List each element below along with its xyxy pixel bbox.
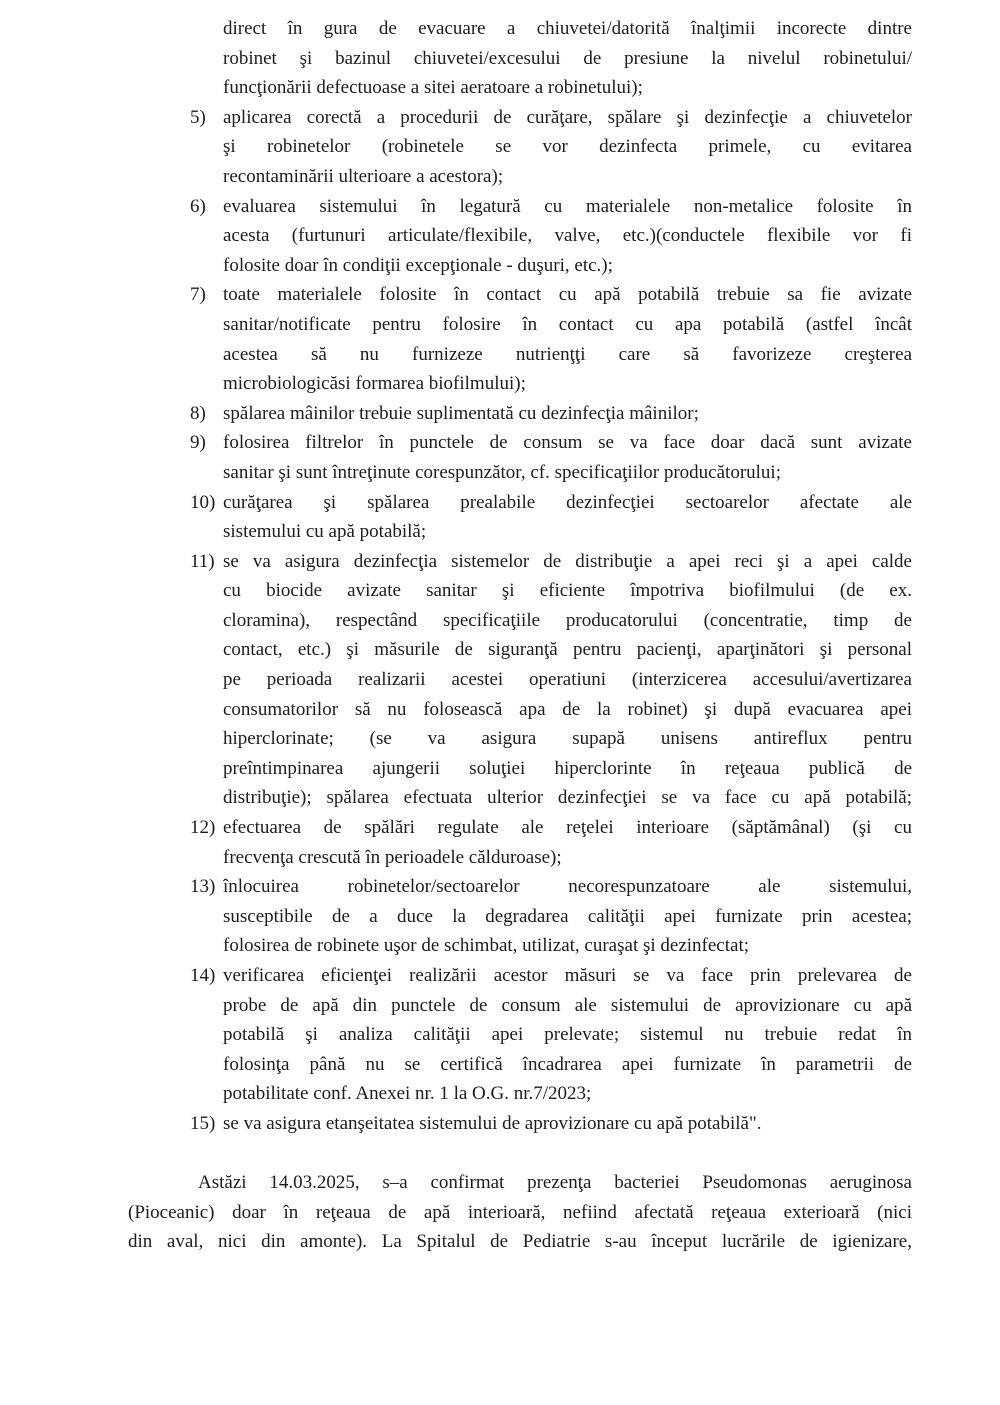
list-item-text: sanitar şi sunt întreţinute corespunzător, cf. specificaţiilor producătorului;: [223, 461, 781, 483]
list-item-number: 14): [190, 965, 216, 986]
list-item-line: [190, 754, 912, 784]
list-item-start-line: [190, 813, 912, 843]
list-item-text: sistemului cu apă potabilă;: [223, 521, 427, 543]
list-item-text: aplicarea corectă a procedurii de curăţare, spălare şi dezinfecţie a chiuvetelor: [223, 106, 912, 128]
list-item-line: [190, 340, 912, 370]
list-item-line: [190, 931, 912, 961]
list-item-line: [190, 695, 912, 725]
list-item-text: spălarea mâinilor trebuie suplimentată cu dezinfecţia mâinilor;: [223, 402, 699, 424]
list-item-text: consumatorilor să nu folosească apa de la robinet) şi după evacuarea apei: [223, 698, 912, 720]
list-item-line: [190, 843, 912, 873]
list-item-text: acestea să nu furnizeze nutrienţţi care să favorizeze creşterea: [223, 343, 912, 365]
list-item-start-line: [190, 399, 912, 429]
list-item-number: 8): [190, 402, 206, 424]
paragraph-line: (Pioceanic) doar în reţeaua de apă interioară, nefiind afectată reţeaua exterioară (nici: [128, 1201, 912, 1223]
paragraph-line: Astăzi 14.03.2025, s–a confirmat prezenţa bacteriei Pseudomonas aeruginosa: [198, 1172, 912, 1193]
list-item-line: [190, 606, 912, 636]
list-item-text: funcţionării defectuoase a sitei aeratoare a robinetului);: [223, 77, 643, 99]
list-item-line: [190, 369, 912, 399]
list-item-line: [190, 991, 912, 1021]
list-item-line: [190, 251, 912, 281]
list-item-text: folosite doar în condiţii excepţionale - duşuri, etc.);: [223, 254, 613, 276]
list-item-line: [190, 310, 912, 340]
list-item-line: [190, 1050, 912, 1080]
list-item-line: [190, 458, 912, 488]
list-item-number: 6): [190, 195, 206, 217]
measures-list: [190, 14, 912, 1139]
list-item-line: [190, 162, 912, 192]
list-item-text: sanitar/notificate pentru folosire în contact cu apa potabilă (astfel încât: [223, 313, 912, 335]
list-item-line: [190, 132, 912, 162]
list-item-text: pe perioada realizarii acestei operatiuni (interzicerea accesului/avertizarea: [223, 669, 912, 691]
list-item-text: şi robinetelor (robinetele se vor dezinfecta primele, cu evitarea: [223, 136, 912, 158]
list-item-text: folosinţa până nu se certifică încadrarea apei furnizate în parametrii de: [223, 1053, 912, 1075]
list-item-text: folosirea de robinete uşor de schimbat, utilizat, curaşat şi dezinfectat;: [223, 935, 749, 957]
list-item-line: [190, 665, 912, 695]
list-item-start-line: [190, 872, 912, 902]
list-item-text: direct în gura de evacuare a chiuvetei/datorită înalţimii incorecte dintre: [223, 18, 912, 39]
list-item-text: susceptibile de a duce la degradarea calităţii apei furnizate prin acestea;: [223, 905, 912, 927]
list-item-line: [190, 517, 912, 547]
list-item-text: preîntimpinarea ajungerii soluţiei hiperclorinte în reţeaua publică de: [223, 757, 912, 779]
list-item-line: [190, 44, 912, 74]
list-item-text: curăţarea şi spălarea prealabile dezinfecţiei sectoarelor afectate ale: [223, 491, 912, 513]
list-item-start-line: [190, 103, 912, 133]
list-item-text: cu biocide avizate sanitar şi eficiente împotriva biofilmului (de ex.: [223, 580, 912, 602]
list-item-line: [190, 576, 912, 606]
list-item-number: 12): [190, 817, 216, 839]
list-item-text: se va asigura dezinfecţia sistemelor de distribuţie a apei reci şi a apei calde: [223, 550, 912, 572]
paragraph-line: din aval, nici din amonte). La Spitalul de Pediatrie s-au început lucrările de igienizare,: [128, 1231, 912, 1252]
list-item-text: potabilă şi analiza calităţii apei prelevate; sistemul nu trebuie redat în: [223, 1024, 912, 1046]
body-paragraph: [128, 1168, 912, 1257]
list-item-text: hiperclorinate; (se va asigura supapă unisens antireflux pentru: [223, 728, 912, 750]
list-item-line: [190, 1020, 912, 1050]
list-item-number: 15): [190, 1112, 216, 1134]
list-item-text: efectuarea de spălări regulate ale reţelei interioare (săptămânal) (şi cu: [223, 817, 912, 839]
list-item-text: distribuţie); spălarea efectuata ulterior dezinfecţiei se va face cu apă potabilă;: [223, 787, 912, 809]
list-item-start-line: [190, 1109, 912, 1139]
list-item-number: 5): [190, 106, 206, 128]
list-item-text: se va asigura etanşeitatea sistemului de aprovizionare cu apă potabilă".: [223, 1112, 762, 1134]
list-item-text: microbiologicăsi formarea biofilmului);: [223, 373, 526, 395]
list-item-text: toate materialele folosite în contact cu apă potabilă trebuie sa fie avizate: [223, 284, 912, 306]
list-item-line: [190, 221, 912, 251]
list-item-line: [190, 73, 912, 103]
list-item-text: potabilitate conf. Anexei nr. 1 la O.G. nr.7/2023;: [223, 1083, 592, 1105]
list-item-line: [190, 724, 912, 754]
list-item-number: 7): [190, 284, 206, 306]
list-item-start-line: [190, 547, 912, 577]
list-item-text: evaluarea sistemului în legatură cu materialele non-metalice folosite în: [223, 195, 912, 217]
list-item-start-line: [190, 961, 912, 991]
list-item-text: recontaminării ulterioare a acestora);: [223, 165, 504, 187]
list-item-line: [190, 1079, 912, 1109]
list-item-line: [190, 635, 912, 665]
list-item-text: probe de apă din punctele de consum ale sistemului de aprovizionare cu apă: [223, 994, 912, 1016]
list-item-number: 11): [190, 550, 215, 572]
list-item-line: [190, 14, 912, 44]
list-item-start-line: [190, 428, 912, 458]
list-item-text: frecvenţa crescută în perioadele călduroase);: [223, 846, 562, 868]
list-item-text: contact, etc.) şi măsurile de siguranţă pentru pacienţi, aparţinători şi personal: [223, 639, 912, 661]
list-item-text: cloramina), respectând specificaţiile producatorului (concentratie, timp de: [223, 609, 912, 631]
list-item-text: înlocuirea robinetelor/sectoarelor necorespunzatoare ale sistemului,: [223, 876, 912, 898]
list-item-start-line: [190, 488, 912, 518]
list-item-text: robinet şi bazinul chiuvetei/excesului de presiune la nivelul robinetului/: [223, 47, 912, 69]
list-item-number: 13): [190, 876, 216, 898]
list-item-line: [190, 902, 912, 932]
list-item-number: 9): [190, 432, 206, 454]
list-item-text: acesta (furtunuri articulate/flexibile, valve, etc.)(conductele flexibile vor fi: [223, 225, 912, 247]
list-item-text: folosirea filtrelor în punctele de consum se va face doar dacă sunt avizate: [223, 432, 912, 454]
list-item-start-line: [190, 192, 912, 222]
list-item-start-line: [190, 280, 912, 310]
list-item-number: 10): [190, 491, 216, 513]
list-item-line: [190, 783, 912, 813]
list-item-text: verificarea eficienţei realizării acestor măsuri se va face prin prelevarea de: [223, 965, 912, 986]
